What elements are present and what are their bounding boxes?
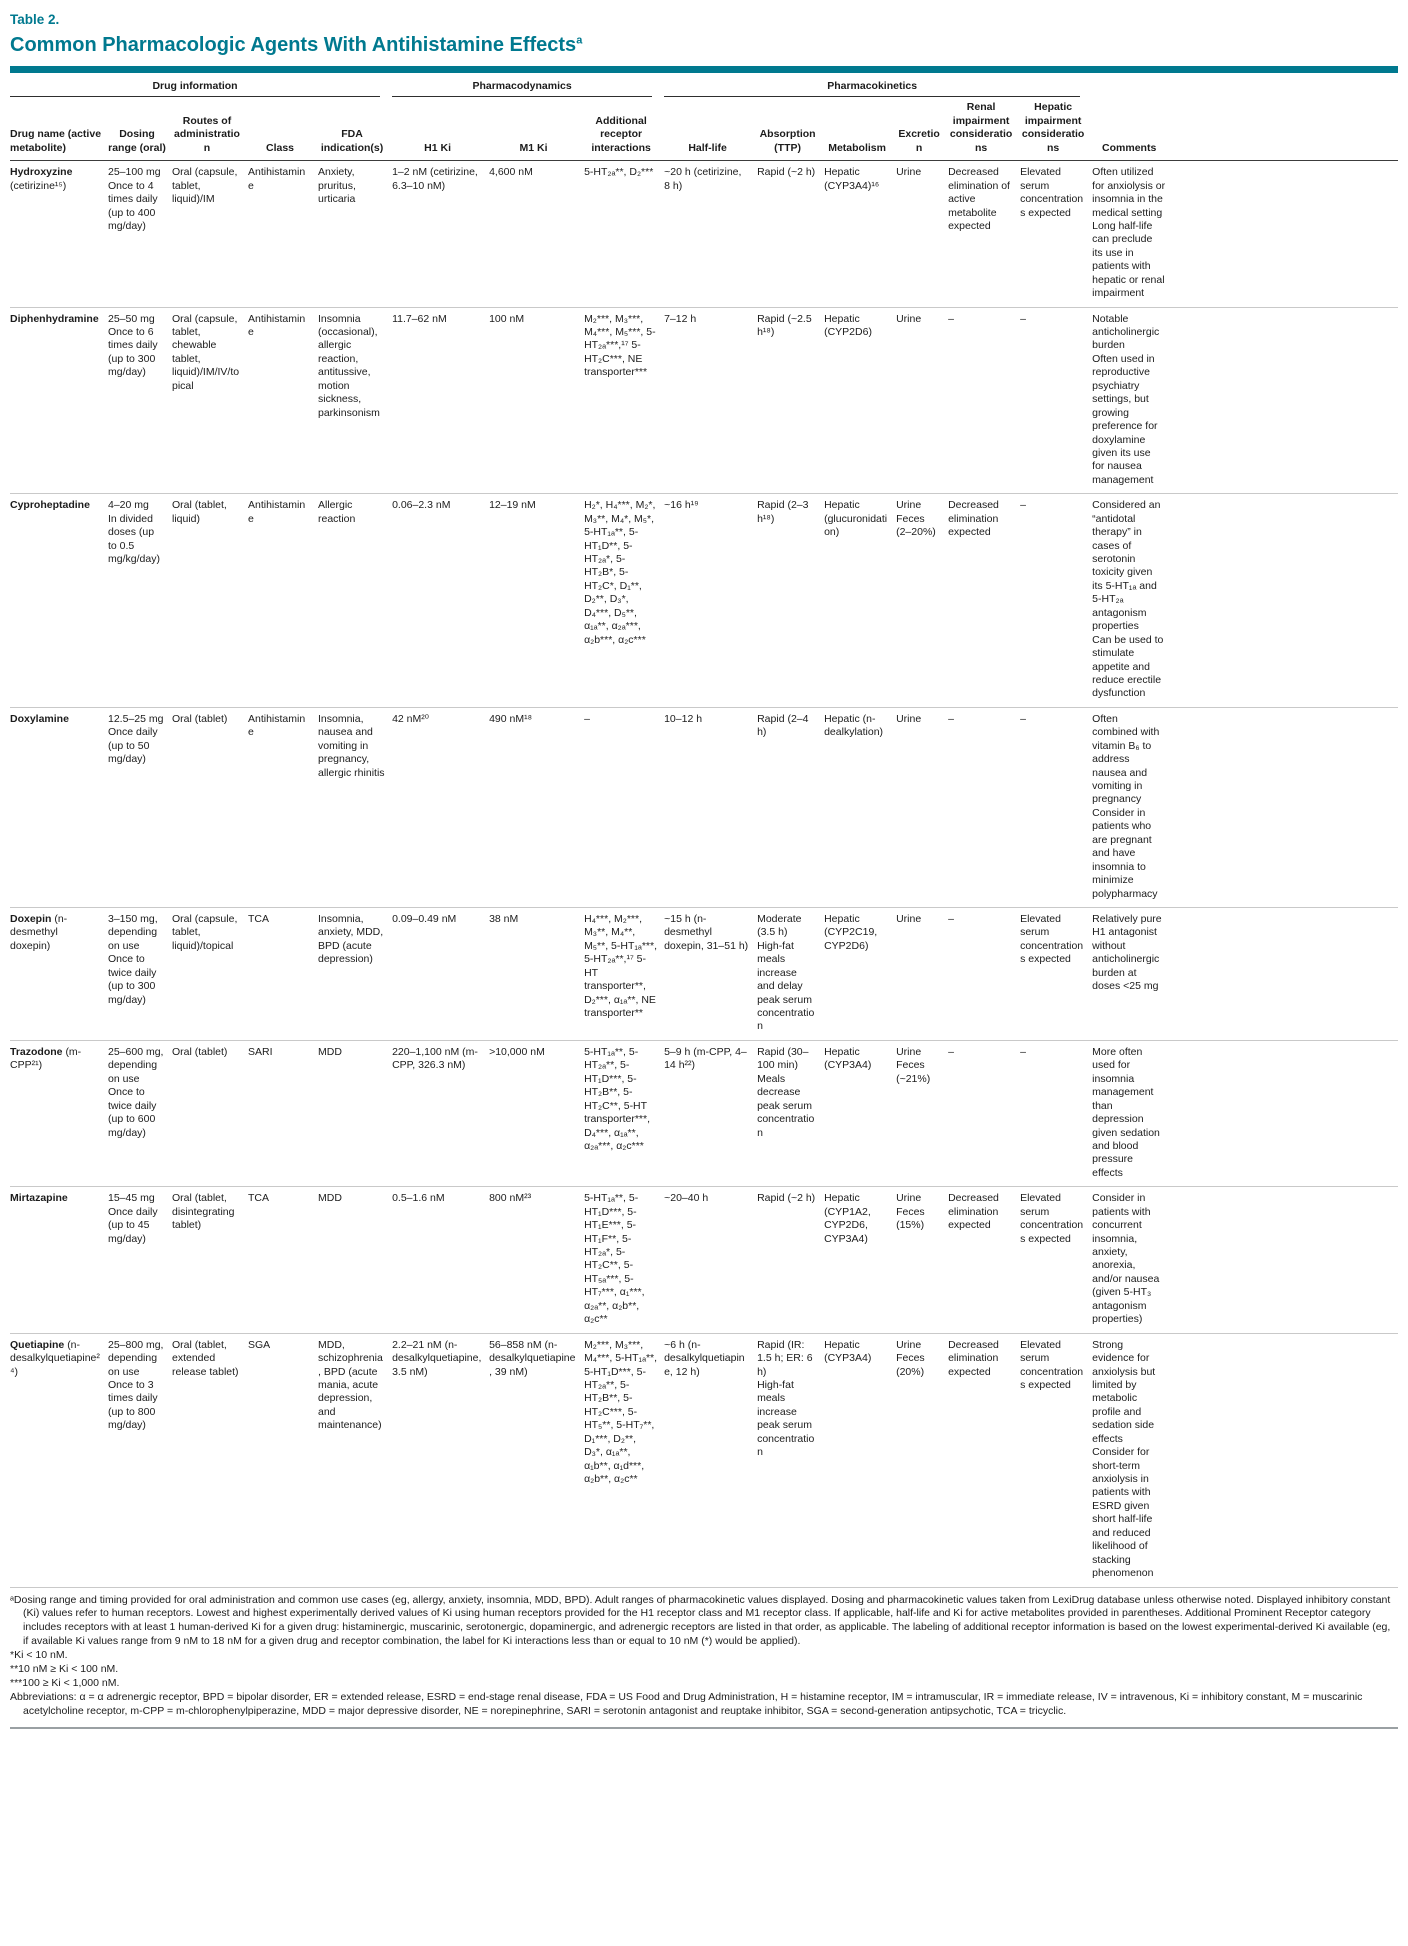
drug-name: Trazodone [10,1045,63,1058]
cell-metabolism: Hepatic (glucuronidation) [824,494,896,708]
group-header-drug-information-label: Drug information [10,80,380,97]
cell-comments: Consider in patients with concurrent insomnia, anxiety, anorexia, and/or nausea (given 5-HT₃ antagonism properties) [1092,1187,1172,1333]
cell-drug-name [10,1040,108,1186]
drug-name: Mirtazapine [10,1192,68,1205]
col-header-fda-indications: FDA indication(s) [318,97,392,160]
table-title-footnote-marker: a [576,34,583,47]
col-header-spacer [1172,97,1398,160]
cell-half-life: 10–12 h [664,707,757,907]
cell-comments: Strong evidence for anxiolysis but limited by metabolic profile and sedation side effects Consider for short-term anxiolysis in patients with ESRD given short half-life and reduced likelihood of stacking phenomenon [1092,1333,1172,1587]
cell-metabolism: Hepatic (CYP3A4) [824,1040,896,1186]
drug-row-hydroxyzine [10,161,1398,307]
cell-hepatic: Elevated serum concentrations expected [1020,1333,1092,1587]
drug-row-diphenhydramine [10,307,1398,494]
spacer-cell [1172,307,1398,494]
cell-half-life: ~20–40 h [664,1187,757,1333]
cell-comments: Often combined with vitamin B₆ to address nausea and vomiting in pregnancy Consider in patients who are pregnant and have insomnia to minimize polypharmacy [1092,707,1172,907]
cell-m1-ki: 56–858 nM (n-desalkylquetiapine, 39 nM) [489,1333,584,1587]
cell-renal: – [948,307,1020,494]
cell-comments: Considered an “antidotal therapy” in cases of serotonin toxicity given its 5-HT₁ₐ and 5-HT₂ₐ antagonism properties Can be used to stimulate appetite and reduce erectile dysfunction [1092,494,1172,708]
cell-routes: Oral (tablet) [172,707,248,907]
cell-routes: Oral (capsule, tablet, liquid)/IM [172,161,248,307]
cell-additional-receptors: 5-HT₂ₐ**, D₂*** [584,161,664,307]
cell-dosing: 3–150 mg, depending on use Once to twice daily (up to 300 mg/day) [108,907,172,1040]
cell-excretion: Urine [896,161,948,307]
cell-h1-ki: 42 nM²⁰ [392,707,489,907]
group-header-pharmacodynamics-label: Pharmacodynamics [392,80,652,97]
cell-absorption: Rapid (2–3 h¹⁸) [757,494,824,708]
cell-m1-ki: 100 nM [489,307,584,494]
spacer-cell [1172,707,1398,907]
cell-additional-receptors: – [584,707,664,907]
group-header-spacer [1092,73,1398,97]
drug-metabolite: (m-CPP²¹) [10,1045,82,1072]
cell-dosing: 15–45 mg Once daily (up to 45 mg/day) [108,1187,172,1333]
cell-h1-ki: 0.5–1.6 nM [392,1187,489,1333]
cell-excretion: Urine [896,907,948,1040]
cell-class: SGA [248,1333,318,1587]
drug-row-doxylamine [10,707,1398,907]
col-header-excretion: Excretion [896,97,948,160]
drug-row-quetiapine [10,1333,1398,1587]
spacer-cell [1172,1333,1398,1587]
group-header-pharmacokinetics [664,73,1092,97]
cell-half-life: ~16 h¹⁹ [664,494,757,708]
col-header-m1-ki: M1 Ki [489,97,584,160]
footnotes [10,1588,1398,1730]
drug-name: Doxepin [10,912,52,925]
cell-comments: More often used for insomnia management than depression given sedation and blood pressure effects [1092,1040,1172,1186]
group-header-pharmacokinetics-label: Pharmacokinetics [664,80,1080,97]
col-header-absorption: Absorption (TTP) [757,97,824,160]
drug-metabolite: (n-desmethyl doxepin) [10,912,68,952]
cell-comments: Often utilized for anxiolysis or insomnia in the medical setting Long half-life can preclude its use in patients with hepatic or renal impairment [1092,161,1172,307]
cell-additional-receptors: M₂***, M₃***, M₄***, 5-HT₁ₐ**, 5-HT₁D***, 5-HT₂ₐ**, 5-HT₂B**, 5-HT₂C***, 5-HT₅**, 5-HT₇**, D₁***, D₂**, D₃*, α₁ₐ**, α₁b**, α₁d***, α₂b**, α₂c** [584,1333,664,1587]
cell-renal: Decreased elimination expected [948,1333,1020,1587]
column-header-row [10,97,1398,160]
cell-m1-ki: 4,600 nM [489,161,584,307]
cell-absorption: Rapid (~2.5 h¹⁸) [757,307,824,494]
cell-half-life: ~6 h (n-desalkylquetiapine, 12 h) [664,1333,757,1587]
cell-absorption: Rapid (30–100 min) Meals decrease peak serum concentration [757,1040,824,1186]
cell-fda: Insomnia, nausea and vomiting in pregnancy, allergic rhinitis [318,707,392,907]
cell-h1-ki: 1–2 nM (cetirizine, 6.3–10 nM) [392,161,489,307]
cell-metabolism: Hepatic (CYP1A2, CYP2D6, CYP3A4) [824,1187,896,1333]
cell-m1-ki: 490 nM¹⁸ [489,707,584,907]
cell-routes: Oral (capsule, tablet, liquid)/topical [172,907,248,1040]
cell-dosing: 12.5–25 mg Once daily (up to 50 mg/day) [108,707,172,907]
drug-row-doxepin [10,907,1398,1040]
cell-h1-ki: 220–1,100 nM (m-CPP, 326.3 nM) [392,1040,489,1186]
cell-class: Antihistamine [248,494,318,708]
cell-dosing: 25–100 mg Once to 4 times daily (up to 400 mg/day) [108,161,172,307]
drug-row-mirtazapine [10,1187,1398,1333]
cell-renal: Decreased elimination expected [948,1187,1020,1333]
cell-renal: – [948,1040,1020,1186]
drug-name: Doxylamine [10,712,69,725]
cell-hepatic: – [1020,1040,1092,1186]
col-header-hepatic-impairment: Hepatic impairment considerations [1020,97,1092,160]
cell-hepatic: Elevated serum concentrations expected [1020,161,1092,307]
group-header-pharmacodynamics [392,73,664,97]
group-header-row [10,73,1398,97]
cell-half-life: ~15 h (n-desmethyl doxepin, 31–51 h) [664,907,757,1040]
cell-h1-ki: 11.7–62 nM [392,307,489,494]
group-header-drug-information [10,73,392,97]
cell-drug-name [10,707,108,907]
cell-excretion: Urine Feces (~21%) [896,1040,948,1186]
table-number-label: Table 2. [10,12,60,27]
cell-additional-receptors: H₄***, M₂***, M₃**, M₄**, M₅**, 5-HT₁ₐ***, 5-HT₂ₐ**,¹⁷ 5-HT transporter**, D₂***, α₁ₐ**, NE transporter** [584,907,664,1040]
cell-dosing: 4–20 mg In divided doses (up to 0.5 mg/kg/day) [108,494,172,708]
footnote-a: ᵃDosing range and timing provided for oral administration and common use cases (eg, allergy, anxiety, insomnia, MDD, BPD). Adult ranges of pharmacokinetic values displayed. Dosing and pharmacokinetic values taken from LexiDrug database unless otherwise noted. Displayed inhibitory constant (Ki) values refer to human receptors. Lowest and highest experimentally derived values of Ki using human receptors provided for the H1 receptor class and M1 receptor class. If applicable, half-life and Ki for active metabolites provided in parentheses. Additional Prominent Receptor category includes receptors with at least 1 human-derived Ki for a given drug: histaminergic, muscarinic, serotonergic, dopaminergic, and adrenergic receptors are listed in that order, as applicable. The labeling of additional receptor information is based on the lowest experimental-derived Ki available (eg, if available Ki values range from 9 nM to 18 nM for a given drug and receptor combination, the label for Ki interactions less than or equal to 10 nM (*) would be applied). [10,1593,1391,1648]
cell-m1-ki: 12–19 nM [489,494,584,708]
spacer-cell [1172,494,1398,708]
col-header-metabolism: Metabolism [824,97,896,160]
drug-name: Hydroxyzine [10,166,73,179]
cell-fda: MDD [318,1040,392,1186]
cell-m1-ki: >10,000 nM [489,1040,584,1186]
cell-renal: Decreased elimination of active metabolite expected [948,161,1020,307]
col-header-renal-impairment: Renal impairment considerations [948,97,1020,160]
cell-hepatic: Elevated serum concentrations expected [1020,1187,1092,1333]
col-header-half-life: Half-life [664,97,757,160]
cell-routes: Oral (capsule, tablet, chewable tablet, liquid)/IM/IV/topical [172,307,248,494]
cell-m1-ki: 800 nM²³ [489,1187,584,1333]
cell-drug-name [10,307,108,494]
cell-drug-name [10,494,108,708]
spacer-cell [1172,1040,1398,1186]
cell-metabolism: Hepatic (CYP3A4)¹⁶ [824,161,896,307]
cell-renal: – [948,707,1020,907]
cell-excretion: Urine Feces (2–20%) [896,494,948,708]
cell-renal: – [948,907,1020,1040]
cell-absorption: Rapid (IR: 1.5 h; ER: 6 h) High-fat meals increase peak serum concentration [757,1333,824,1587]
cell-hepatic: – [1020,494,1092,708]
cell-additional-receptors: 5-HT₁ₐ**, 5-HT₁D***, 5-HT₁E***, 5-HT₁F**, 5-HT₂ₐ*, 5-HT₂C**, 5-HT₅ₐ***, 5-HT₇***, α₁***, α₂ₐ**, α₂b**, α₂c** [584,1187,664,1333]
cell-fda: Insomnia (occasional), allergic reaction, antitussive, motion sickness, parkinsonism [318,307,392,494]
cell-half-life: 7–12 h [664,307,757,494]
cell-excretion: Urine [896,707,948,907]
cell-additional-receptors: H₂*, H₄***, M₂*, M₃**, M₄*, M₅*, 5-HT₁ₐ**, 5-HT₁D**, 5-HT₂ₐ*, 5-HT₂B*, 5-HT₂C*, D₁**, D₂**, D₃*, D₄***, D₅**, α₁ₐ**, α₂ₐ***, α₂b***, α₂c*** [584,494,664,708]
col-header-comments: Comments [1092,97,1172,160]
footnote-abbreviations: Abbreviations: α = α adrenergic receptor, BPD = bipolar disorder, ER = extended release, ESRD = end-stage renal disease, FDA = US Food and Drug Administration, H = histamine receptor, IM = intramuscular, IR = immediate release, IV = intravenous, Ki = inhibitory constant, M = muscarinic acetylcholine receptor, m-CPP = m-chlorophenylpiperazine, MDD = major depressive disorder, NE = norepinephrine, SARI = serotonin antagonist and reuptake inhibitor, SGA = second-generation antipsychotic, TCA = tricyclic. [10,1691,1363,1718]
cell-comments: Notable anticholinergic burden Often used in reproductive psychiatry settings, but growing preference for doxylamine given its use for nausea management [1092,307,1172,494]
cell-fda: MDD, schizophrenia, BPD (acute mania, acute depression, and maintenance) [318,1333,392,1587]
col-header-h1-ki: H1 Ki [392,97,489,160]
col-header-additional-receptors: Additional receptor interactions [584,97,664,160]
cell-absorption: Rapid (~2 h) [757,161,824,307]
drug-metabolite: (cetirizine¹⁵) [10,179,67,192]
cell-class: TCA [248,1187,318,1333]
cell-dosing: 25–800 mg, depending on use Once to 3 times daily (up to 800 mg/day) [108,1333,172,1587]
cell-half-life: 5–9 h (m-CPP, 4–14 h²²) [664,1040,757,1186]
cell-hepatic: – [1020,707,1092,907]
cell-metabolism: Hepatic (CYP3A4) [824,1333,896,1587]
cell-routes: Oral (tablet, extended release tablet) [172,1333,248,1587]
cell-excretion: Urine Feces (20%) [896,1333,948,1587]
cell-metabolism: Hepatic (n-dealkylation) [824,707,896,907]
cell-metabolism: Hepatic (CYP2D6) [824,307,896,494]
cell-dosing: 25–600 mg, depending on use Once to twice daily (up to 600 mg/day) [108,1040,172,1186]
cell-hepatic: – [1020,307,1092,494]
col-header-class: Class [248,97,318,160]
cell-dosing: 25–50 mg Once to 6 times daily (up to 300 mg/day) [108,307,172,494]
cell-absorption: Moderate (3.5 h) High-fat meals increase and delay peak serum concentration [757,907,824,1040]
accent-bar [10,66,1398,73]
cell-h1-ki: 2.2–21 nM (n-desalkylquetiapine, 3.5 nM) [392,1333,489,1587]
footnote-ki-single-star: *Ki < 10 nM. [10,1649,68,1662]
drug-metabolite: (n-desalkylquetiapine²⁴) [10,1338,100,1378]
drug-name: Quetiapine [10,1338,65,1351]
cell-h1-ki: 0.06–2.3 nM [392,494,489,708]
cell-metabolism: Hepatic (CYP2C19, CYP2D6) [824,907,896,1040]
cell-class: Antihistamine [248,161,318,307]
drug-row-trazodone [10,1040,1398,1186]
cell-fda: MDD [318,1187,392,1333]
cell-drug-name [10,907,108,1040]
spacer-cell [1172,161,1398,307]
col-header-drug-name: Drug name (active metabolite) [10,97,108,160]
cell-class: SARI [248,1040,318,1186]
cell-comments: Relatively pure H1 antagonist without anticholinergic burden at doses <25 mg [1092,907,1172,1040]
footnote-ki-triple-star: ***100 ≥ Ki < 1,000 nM. [10,1677,120,1690]
cell-fda: Anxiety, pruritus, urticaria [318,161,392,307]
cell-additional-receptors: M₂***, M₃***, M₄***, M₅***, 5-HT₂ₐ***,¹⁷ 5-HT₂C***, NE transporter*** [584,307,664,494]
cell-class: Antihistamine [248,307,318,494]
cell-class: Antihistamine [248,707,318,907]
cell-drug-name [10,161,108,307]
table-title [10,34,1398,56]
table-title-text: Common Pharmacologic Agents With Antihistamine Effects [10,34,577,56]
col-header-dosing-range: Dosing range (oral) [108,97,172,160]
spacer-cell [1172,1187,1398,1333]
cell-renal: Decreased elimination expected [948,494,1020,708]
cell-class: TCA [248,907,318,1040]
cell-absorption: Rapid (2–4 h) [757,707,824,907]
drug-table [10,73,1398,1588]
cell-m1-ki: 38 nM [489,907,584,1040]
footnote-ki-double-star: **10 nM ≥ Ki < 100 nM. [10,1663,119,1676]
cell-drug-name [10,1187,108,1333]
drug-name: Diphenhydramine [10,312,99,325]
cell-fda: Allergic reaction [318,494,392,708]
drug-name: Cyproheptadine [10,499,90,512]
col-header-routes: Routes of administration [172,97,248,160]
cell-additional-receptors: 5-HT₁ₐ**, 5-HT₂ₐ**, 5-HT₁D***, 5-HT₂B**, 5-HT₂C**, 5-HT transporter***, D₄***, α₁ₐ**, α₂ₐ***, α₂c*** [584,1040,664,1186]
cell-absorption: Rapid (~2 h) [757,1187,824,1333]
cell-hepatic: Elevated serum concentrations expected [1020,907,1092,1040]
drug-row-cyproheptadine [10,494,1398,708]
cell-excretion: Urine Feces (15%) [896,1187,948,1333]
cell-excretion: Urine [896,307,948,494]
cell-drug-name [10,1333,108,1587]
cell-routes: Oral (tablet, disintegrating tablet) [172,1187,248,1333]
cell-h1-ki: 0.09–0.49 nM [392,907,489,1040]
cell-routes: Oral (tablet) [172,1040,248,1186]
spacer-cell [1172,907,1398,1040]
cell-half-life: ~20 h (cetirizine, 8 h) [664,161,757,307]
cell-routes: Oral (tablet, liquid) [172,494,248,708]
cell-fda: Insomnia, anxiety, MDD, BPD (acute depression) [318,907,392,1040]
